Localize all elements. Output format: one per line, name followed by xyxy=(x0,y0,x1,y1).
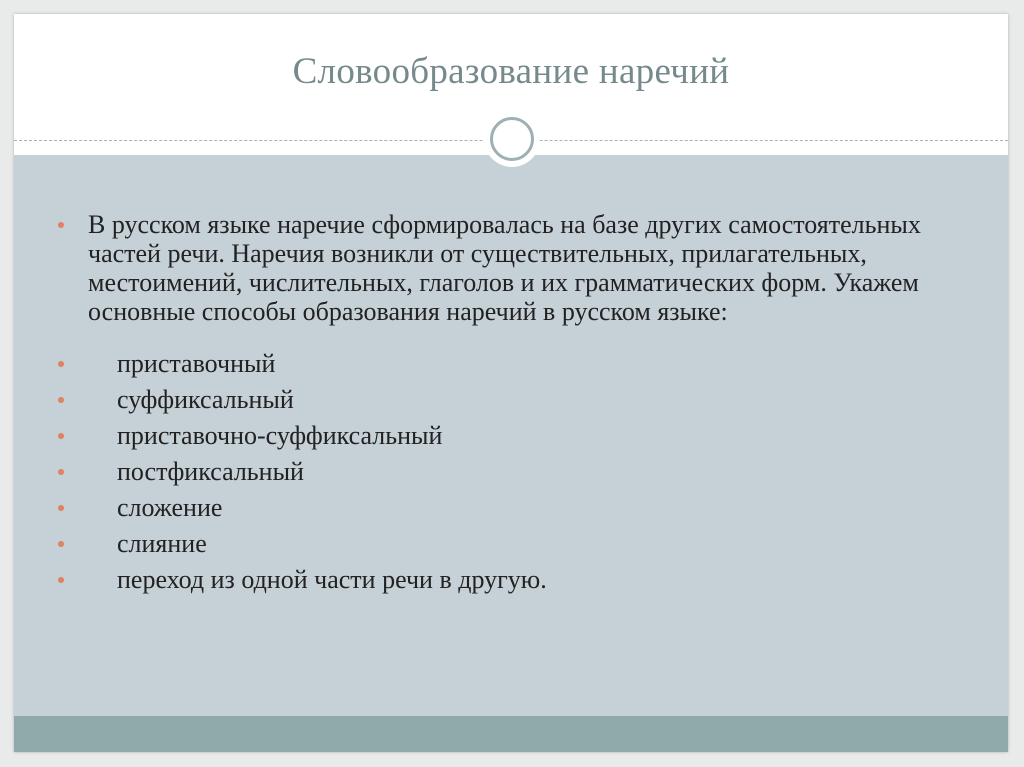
method-label: сложение xyxy=(117,493,223,522)
method-item xyxy=(58,454,958,490)
bullet-icon xyxy=(58,577,64,583)
intro-paragraph xyxy=(58,210,958,326)
bullet-icon xyxy=(58,541,64,547)
method-item xyxy=(58,346,958,382)
ring-icon xyxy=(490,117,534,161)
slide xyxy=(14,14,1008,752)
method-item xyxy=(58,562,958,598)
method-label: переход из одной части речи в другую. xyxy=(117,565,547,594)
method-item xyxy=(58,526,958,562)
bullet-list xyxy=(58,210,958,598)
method-label: постфиксальный xyxy=(117,457,304,486)
method-label: слияние xyxy=(117,529,207,558)
slide-title: Словообразование наречий xyxy=(292,51,730,92)
bullet-icon xyxy=(58,222,64,228)
method-label: приставочно-суффиксальный xyxy=(117,421,443,450)
bullet-icon xyxy=(58,469,64,475)
ring-emblem-icon xyxy=(484,111,540,167)
bullet-icon xyxy=(58,505,64,511)
intro-text: В русском языке наречие сформировалась на базе других самостоятельных частей речи. Наречия возникли от существительных, прилагательных, местоимений, числительных, глаголов и их грамматических форм. Укажем основные способы образования наречий в русском языке: xyxy=(88,210,921,326)
bullet-icon xyxy=(58,361,64,367)
bullet-icon xyxy=(58,433,64,439)
bullet-icon xyxy=(58,397,64,403)
footer-band xyxy=(14,716,1008,752)
method-item xyxy=(58,490,958,526)
method-label: приставочный xyxy=(117,349,276,378)
method-label: суффиксальный xyxy=(117,385,294,414)
method-item xyxy=(58,418,958,454)
method-item xyxy=(58,382,958,418)
